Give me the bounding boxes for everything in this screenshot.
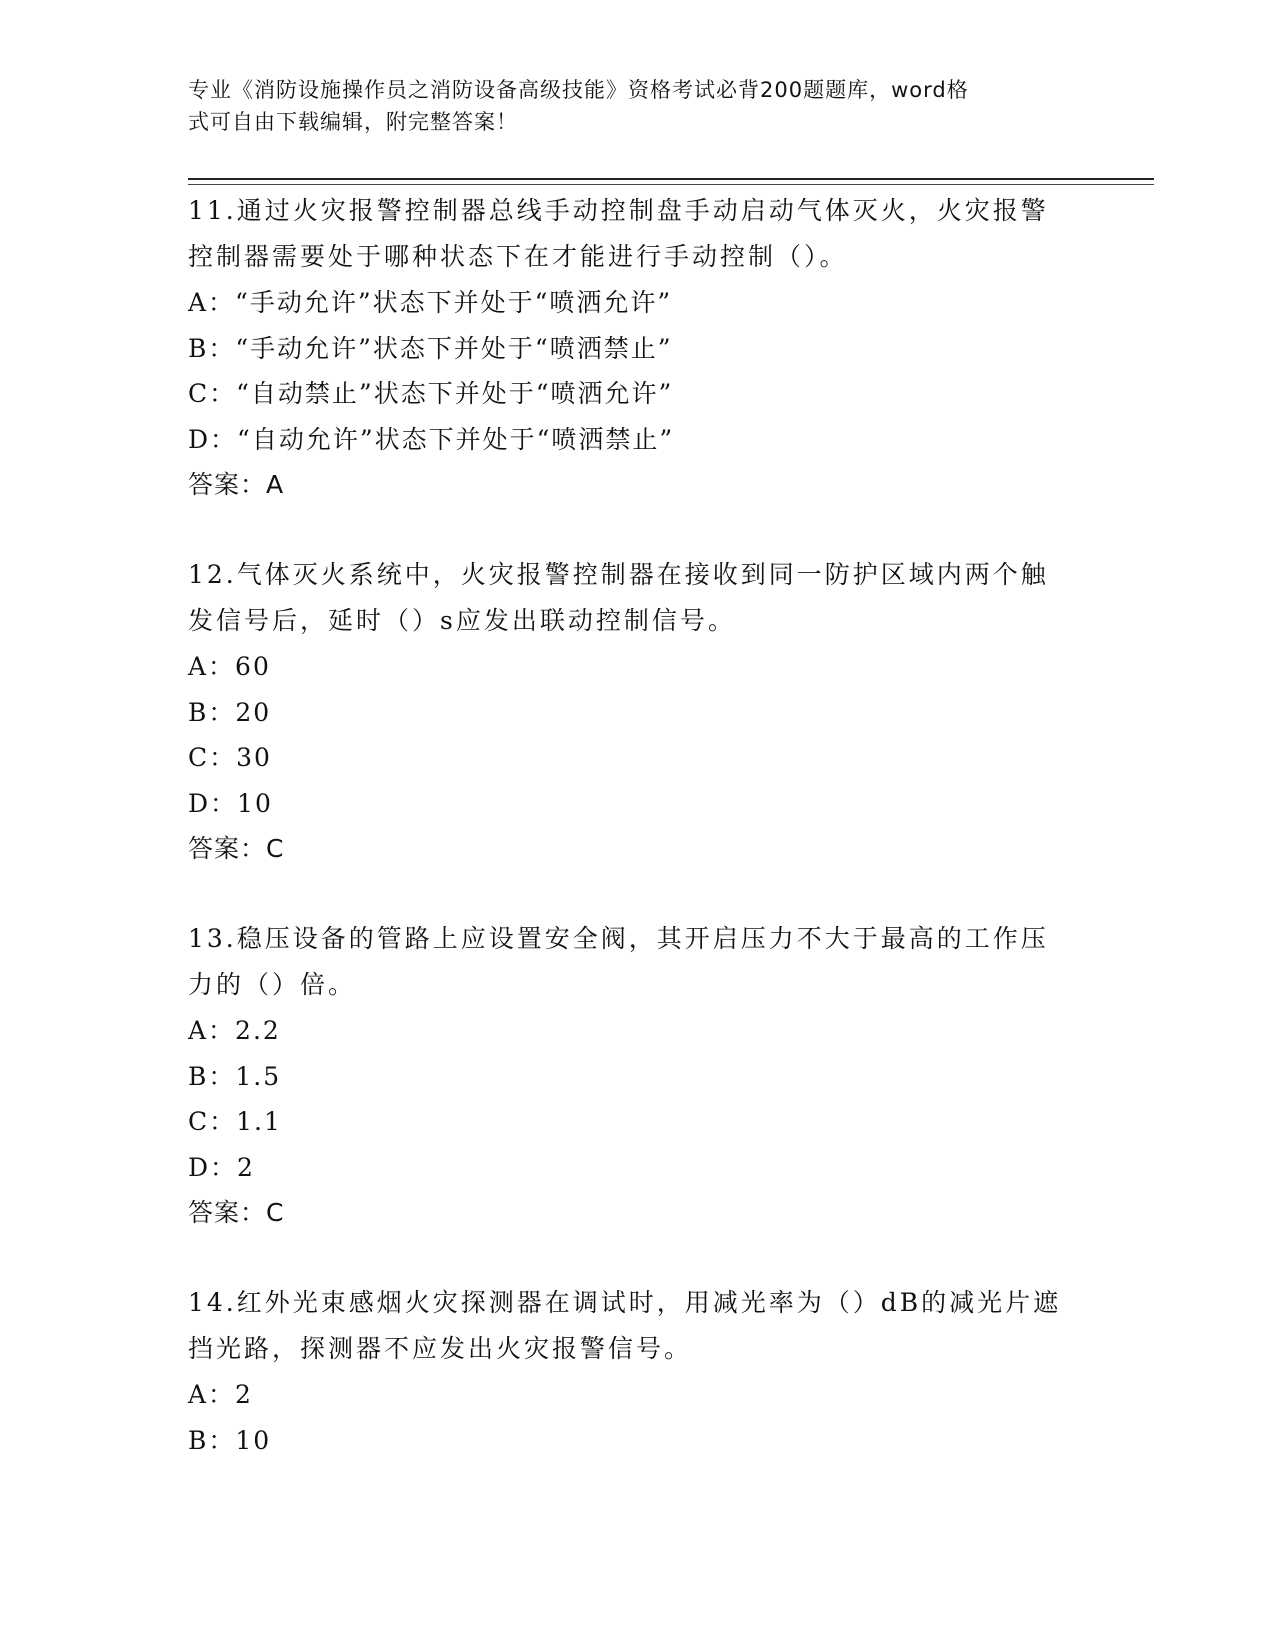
option-d: D：2 — [188, 1152, 255, 1182]
option-b: B：“手动允许”状态下并处于“喷洒禁止” — [188, 333, 673, 363]
option-d: D：10 — [188, 788, 273, 818]
question-stem-line: 力的（）倍。 — [188, 970, 357, 999]
question-stem-line: 挡光路，探测器不应发出火灾报警信号。 — [188, 1334, 693, 1363]
option-d: D：“自动允许”状态下并处于“喷洒禁止” — [188, 424, 675, 454]
question-stem — [188, 552, 1088, 644]
header-divider-thick — [188, 178, 1154, 180]
option-b: B：1.5 — [188, 1061, 282, 1091]
option-a: A：2.2 — [188, 1016, 281, 1045]
option-c: C：“自动禁止”状态下并处于“喷洒允许” — [188, 379, 674, 408]
question-12 — [188, 552, 1088, 872]
option-b: B：10 — [188, 1425, 272, 1455]
question-14 — [188, 1280, 1088, 1463]
question-stem — [188, 1280, 1088, 1372]
question-stem — [188, 188, 1088, 280]
option-a: A：2 — [188, 1380, 253, 1409]
question-stem-line: 13.稳压设备的管路上应设置安全阀，其开启压力不大于最高的工作压 — [188, 924, 1049, 953]
header-line-1: 专业《消防设施操作员之消防设备高级技能》资格考试必背200题题库，word格 — [188, 78, 969, 102]
option-b: B：20 — [188, 697, 272, 727]
question-stem — [188, 916, 1088, 1008]
question-stem-line: 14.红外光束感烟火灾探测器在调试时，用减光率为（）dB的减光片遮 — [188, 1288, 1062, 1317]
header-line-2: 式可自由下载编辑，附完整答案！ — [188, 110, 518, 134]
answer-line: 答案：C — [188, 1198, 285, 1227]
question-13 — [188, 916, 1088, 1236]
header-divider-thin — [188, 184, 1154, 185]
question-stem-line: 发信号后，延时（）s应发出联动控制信号。 — [188, 606, 736, 635]
question-stem-line: 12.气体灭火系统中，火灾报警控制器在接收到同一防护区域内两个触 — [188, 560, 1049, 589]
answer-line: 答案：A — [188, 470, 285, 499]
question-11 — [188, 188, 1088, 508]
answer-line: 答案：C — [188, 834, 285, 863]
document-header — [188, 74, 1088, 138]
question-stem-line: 控制器需要处于哪种状态下在才能进行手动控制（）。 — [188, 242, 848, 271]
question-stem-line: 11.通过火灾报警控制器总线手动控制盘手动启动气体灭火，火灾报警 — [188, 196, 1049, 225]
option-a: A：“手动允许”状态下并处于“喷洒允许” — [188, 288, 673, 317]
option-c: C：1.1 — [188, 1107, 282, 1136]
option-c: C：30 — [188, 743, 272, 772]
option-a: A：60 — [188, 652, 271, 681]
question-list — [188, 188, 1088, 1507]
